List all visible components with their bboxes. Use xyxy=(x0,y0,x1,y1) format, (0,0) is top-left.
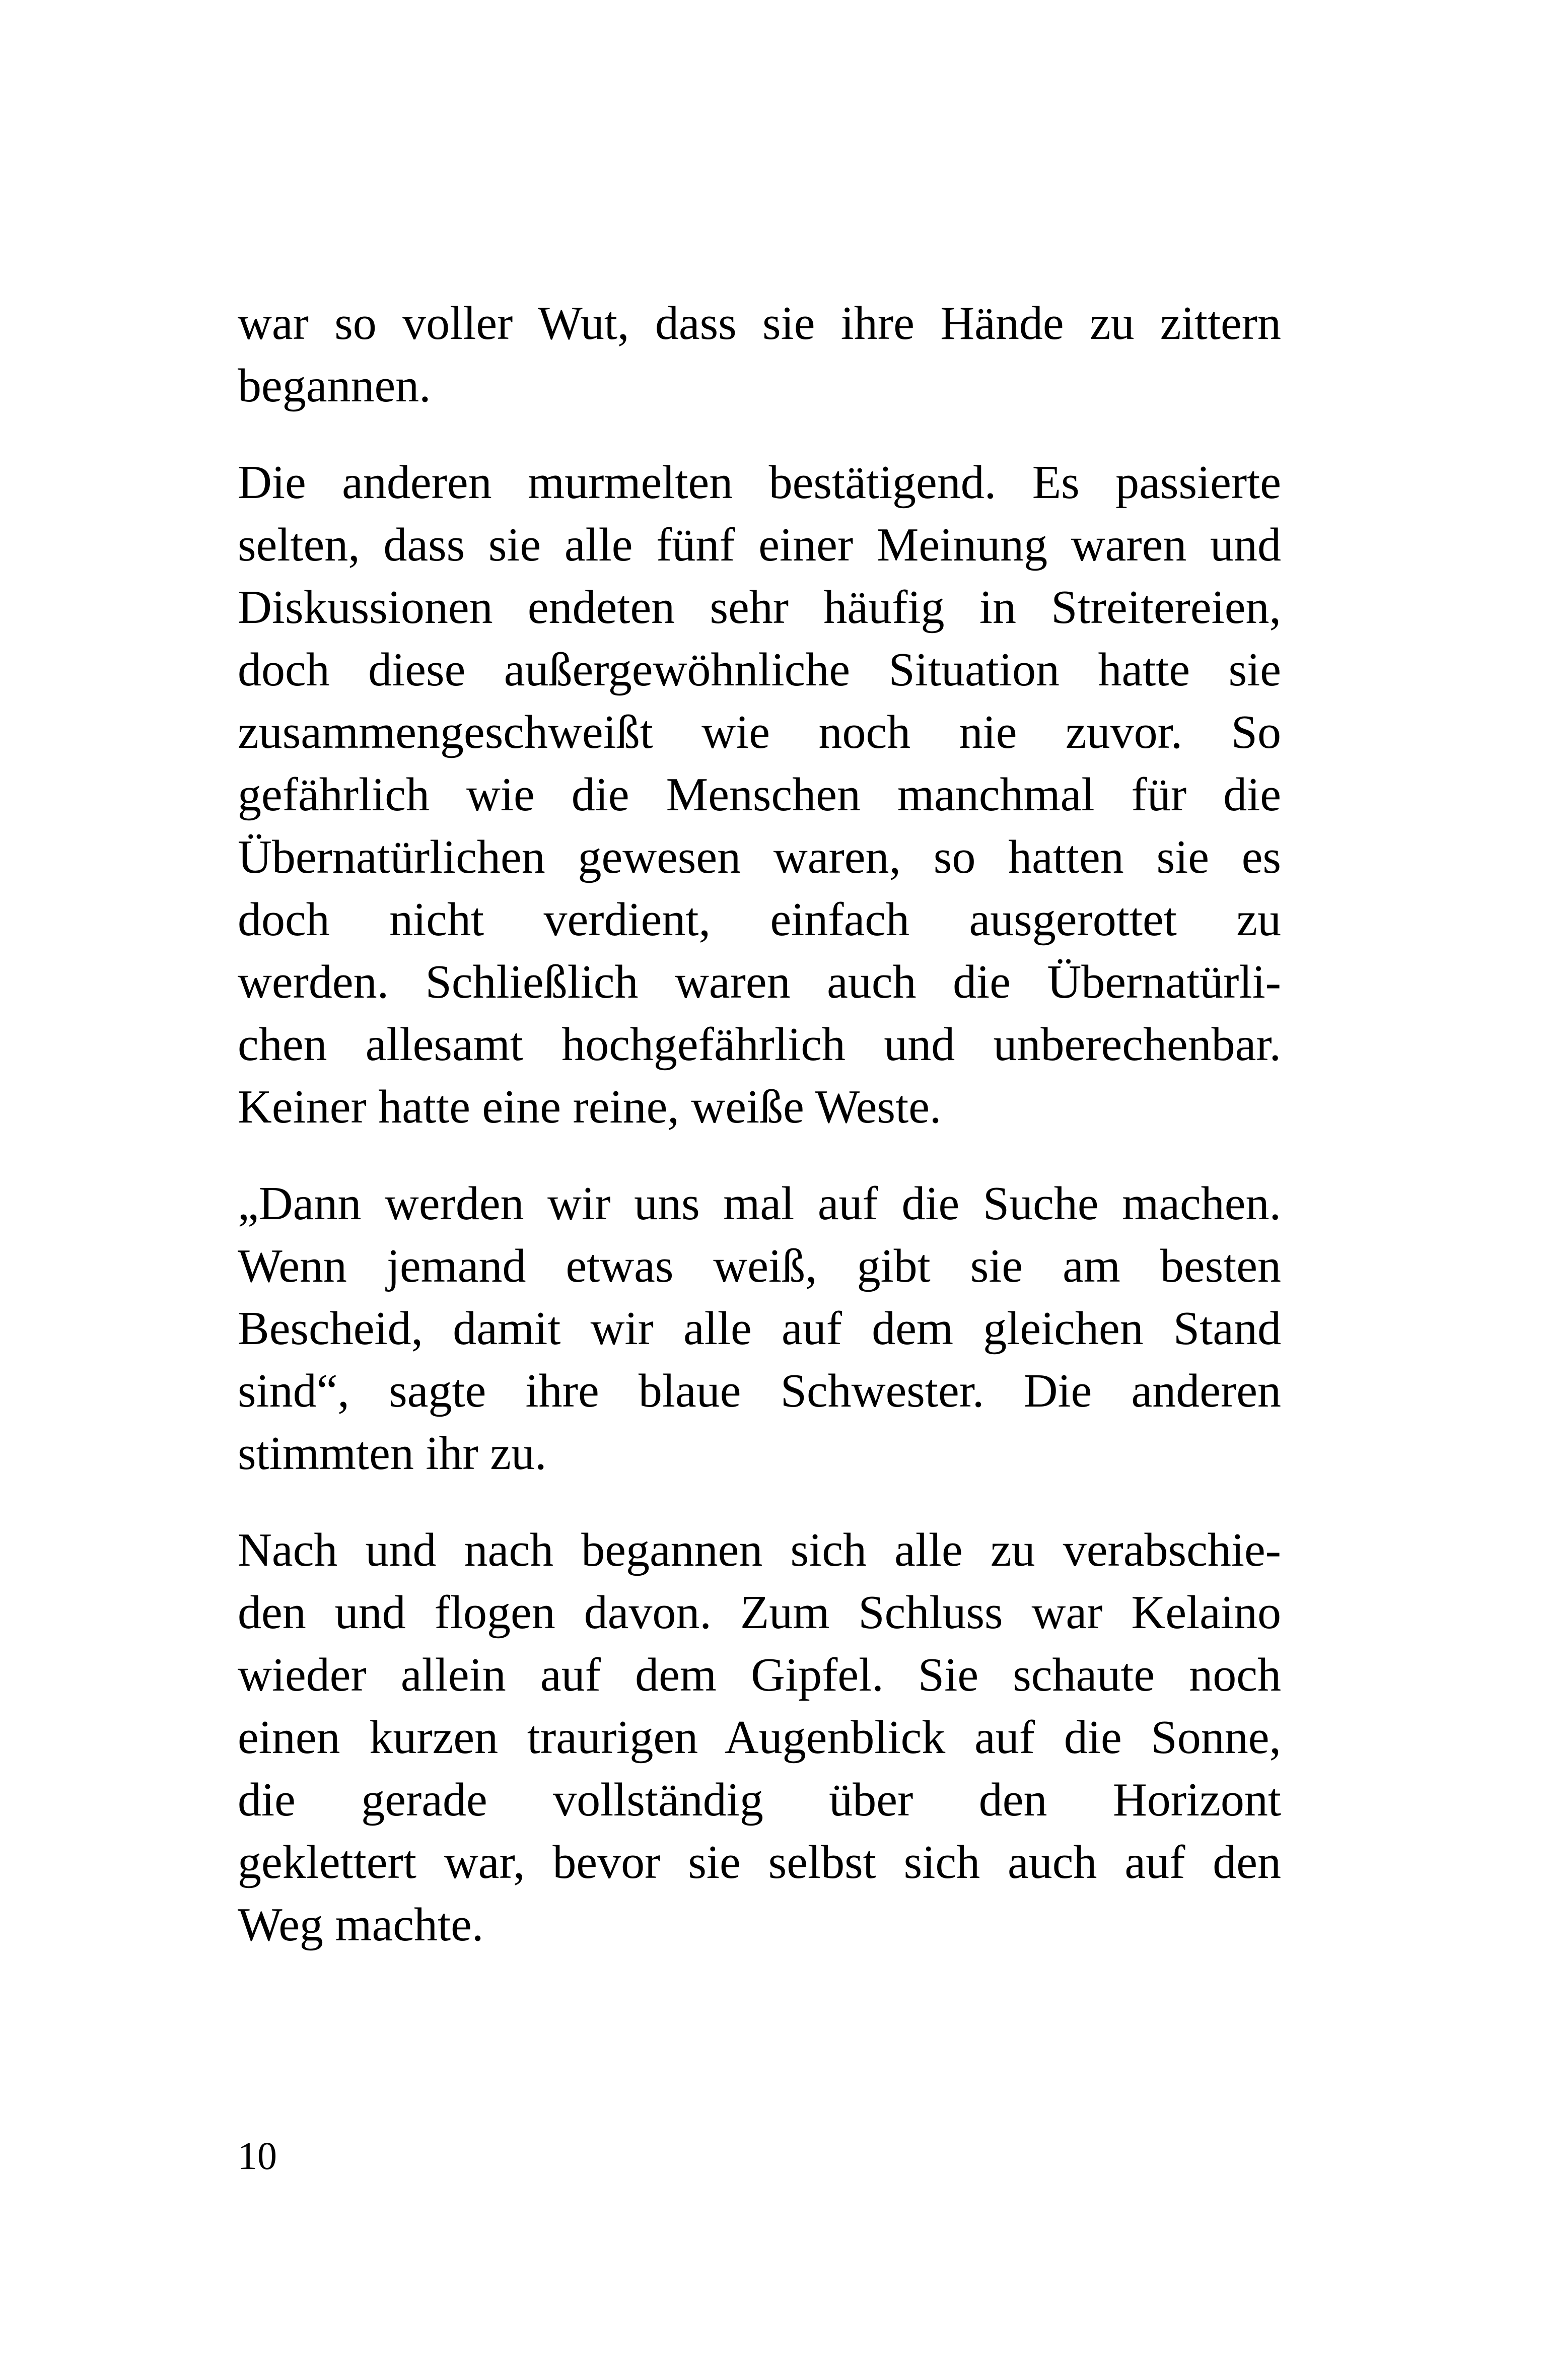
paragraph xyxy=(238,1172,1281,1485)
text-line: sind“, sagte ihre blaue Schwester. Die anderen xyxy=(238,1365,1281,1417)
text-line: gefährlich wie die Menschen manchmal für die xyxy=(238,768,1281,821)
text-line: doch diese außergewöhnliche Situation hatte sie xyxy=(238,644,1281,696)
text-line: begannen. xyxy=(238,360,431,412)
body-text xyxy=(238,292,1281,1956)
text-line: chen allesamt hochgefährlich und unberechenbar. xyxy=(238,1018,1281,1071)
text-line: war so voller Wut, dass sie ihre Hände zu zittern xyxy=(238,297,1281,349)
text-line: Wenn jemand etwas weiß, gibt sie am besten xyxy=(238,1240,1281,1292)
text-line: doch nicht verdient, einfach ausgerottet zu xyxy=(238,893,1281,946)
text-line: geklettert war, bevor sie selbst sich auch auf den xyxy=(238,1836,1281,1888)
text-line: die gerade vollständig über den Horizont xyxy=(238,1774,1281,1826)
page-number: 10 xyxy=(238,2134,277,2178)
text-line: wieder allein auf dem Gipfel. Sie schaute noch xyxy=(238,1649,1281,1701)
text-line: zusammengeschweißt wie noch nie zuvor. So xyxy=(238,706,1281,758)
paragraph xyxy=(238,1519,1281,1956)
text-line: „Dann werden wir uns mal auf die Suche machen. xyxy=(238,1177,1281,1230)
text-line: den und flogen davon. Zum Schluss war Kelaino xyxy=(238,1586,1281,1639)
text-line: Bescheid, damit wir alle auf dem gleichen Stand xyxy=(238,1302,1281,1355)
text-line: Übernatürlichen gewesen waren, so hatten sie es xyxy=(238,831,1281,883)
text-line: Keiner hatte eine reine, weiße Weste. xyxy=(238,1081,942,1133)
text-line: einen kurzen traurigen Augenblick auf die Sonne, xyxy=(238,1711,1281,1764)
text-line: Diskussionen endeten sehr häufig in Streitereien, xyxy=(238,581,1281,634)
text-line: Nach und nach begannen sich alle zu verabschie- xyxy=(238,1524,1281,1576)
text-line: stimmten ihr zu. xyxy=(238,1427,547,1480)
text-line: Weg machte. xyxy=(238,1899,484,1951)
text-line: selten, dass sie alle fünf einer Meinung waren und xyxy=(238,519,1281,571)
paragraph xyxy=(238,292,1281,417)
text-line: Die anderen murmelten bestätigend. Es passierte xyxy=(238,456,1281,509)
paragraph xyxy=(238,451,1281,1138)
text-line: werden. Schließlich waren auch die Übernatürli- xyxy=(238,956,1281,1008)
